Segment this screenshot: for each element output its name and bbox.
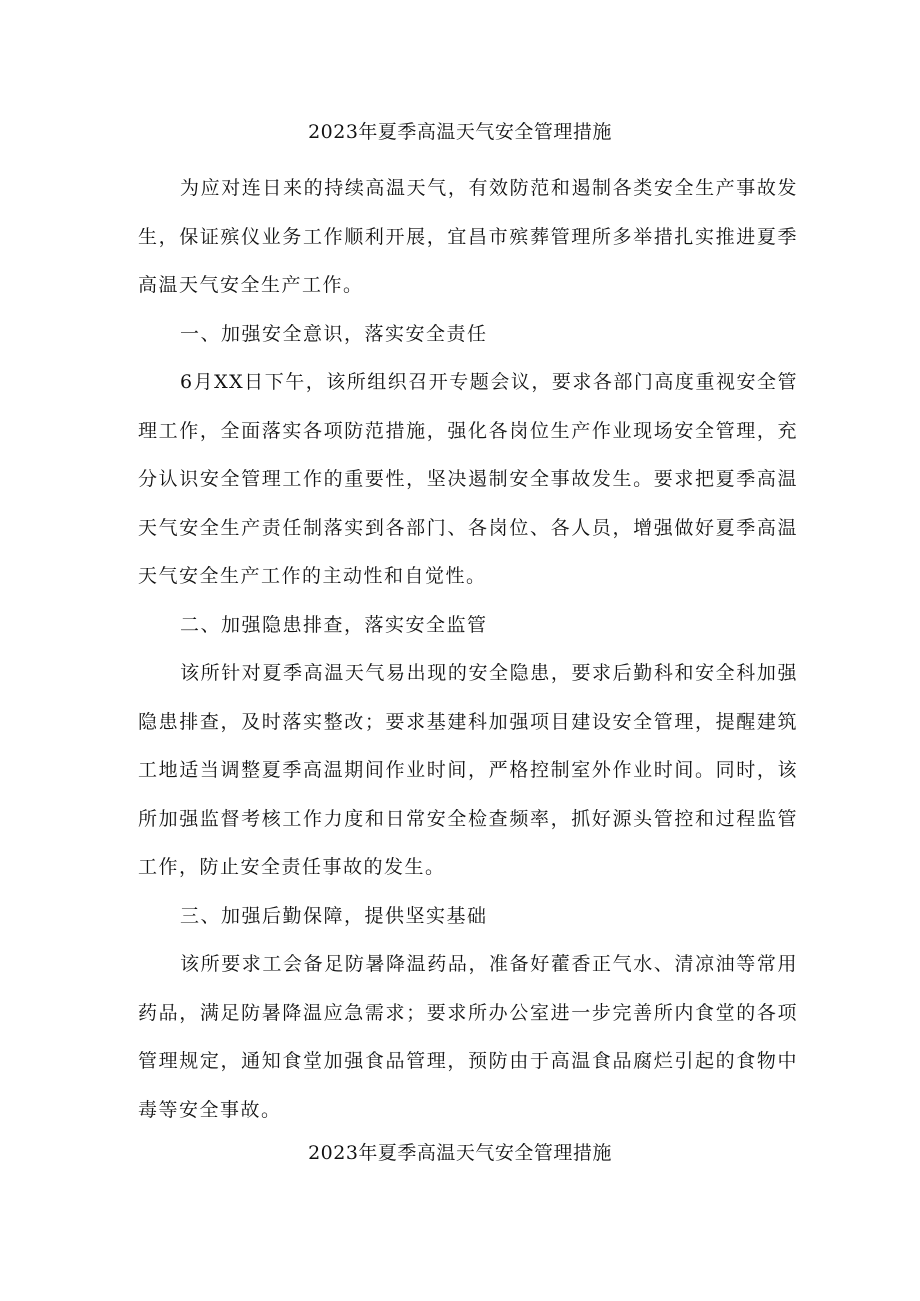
document-title: 2023年夏季高温天气安全管理措施 [308, 121, 612, 143]
section-heading-2: 二、加强隐患排查，落实安全监管 [180, 613, 488, 636]
section-heading-3: 三、加强后勤保障，提供坚实基础 [180, 904, 488, 927]
section-heading-1: 一、加强安全意识，落实安全责任 [180, 322, 488, 345]
section-body-2: 该所针对夏季高温天气易出现的安全隐患，要求后勤科和安全科加强隐患排查，及时落实整改；要求基建科加强项目建设安全管理，提醒建筑工地适当调整夏季高温期间作业时间，严格控制室外作业时间。同时，该所加强监督考核工作力度和日常安全检查频率，抓好源头管控和过程监管工作，防止安全责任事故的发生。 [138, 662, 798, 878]
footer-title: 2023年夏季高温天气安全管理措施 [308, 1142, 612, 1164]
section-body-3: 该所要求工会备足防暑降温药品，准备好藿香正气水、清凉油等常用药品，满足防暑降温应急需求；要求所办公室进一步完善所内食堂的各项管理规定，通知食堂加强食品管理，预防由于高温食品腐烂引起的食物中毒等安全事故。 [138, 953, 798, 1121]
section-body-1: 6月XX日下午，该所组织召开专题会议，要求各部门高度重视安全管理工作，全面落实各项防范措施，强化各岗位生产作业现场安全管理，充分认识安全管理工作的重要性，坚决遏制安全事故发生。要求把夏季高温天气安全生产责任制落实到各部门、各岗位、各人员，增强做好夏季高温天气安全生产工作的主动性和自觉性。 [138, 371, 798, 587]
intro-paragraph: 为应对连日来的持续高温天气，有效防范和遏制各类安全生产事故发生，保证殡仪业务工作顺利开展，宜昌市殡葬管理所多举措扎实推进夏季高温天气安全生产工作。 [138, 177, 798, 296]
document-body [138, 164, 798, 1134]
